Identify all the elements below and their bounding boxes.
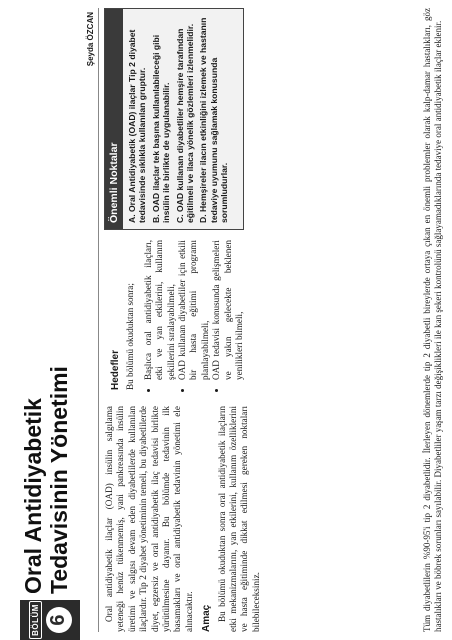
left-column [104, 406, 268, 632]
key-point: C. OAD kullanan diyabetliler hemşire tarafından eğitilmeli ve ilaca yönelik gözlemleri izlenmelidir. [174, 23, 196, 223]
chapter-title-line-1: Oral Antidiyabetik [20, 398, 46, 594]
key-points-heading: Önemli Noktalar [105, 9, 123, 229]
key-points-box [104, 8, 244, 230]
hedefler-intro: Bu bölümü okuduktan sonra; [125, 283, 136, 390]
amac-paragraph: Bu bölümü okuduktan sonra oral antidiyabetik ilaçların etki mekanizmalarını, yan etkilerini, kullanım özelliklerini ve hasta eğitiminde dikkat edilmesi gereken noktaları bilebileceksiniz. [216, 406, 261, 632]
chapter-label: BÖLÜM [29, 601, 42, 639]
chapter-number: 6 [46, 607, 72, 633]
right-column [104, 240, 249, 390]
author-name: Şeyda ÖZCAN [86, 12, 95, 67]
chapter-title-line-2: Tedavisinin Yönetimi [46, 366, 72, 594]
key-point: A. Oral Antidiyabetik (OAD) ilaçlar Tip 2 diyabet tedavisinde sıklıkla kullanılan gruptur. [127, 29, 148, 223]
footer-paragraph: Tüm diyabetlilerin %90-95'i tip 2 diyabetlidir. İlerleyen dönemlerde tip 2 diyabetli bireylerde ortaya çıkan en önemli problemler olarak kalp-damar hastalıkları, göz hastalıkları ve böbrek sorunları sayılabilir. Diyabetliler yaşam tarzı değişiklikleri ile kan şekeri kontrolünü sağlayamadıklarında tedaviye oral antidiyabetik ilaçlar eklenir. [422, 8, 443, 632]
hedefler-item: • OAD kullanan diyabetliler için etkili bir hasta eğitimi programı planlayabilmeli, [177, 240, 211, 380]
key-points-body [123, 9, 237, 229]
amac-heading: Amaç [201, 604, 213, 632]
key-point: D. Hemşireler ilacın etkinliğini izlemek ve hastanın tedaviye uyumunu sağlamak konusunda sorumludurlar. [198, 17, 230, 223]
hedefler-item: • Başlıca oral antidiyabetik ilaçları, etki ve yan etkilerini, kullanım şekillerini sıralayabilmeli, [143, 240, 177, 380]
hedefler-list [143, 240, 246, 390]
intro-paragraph: Oral antidiyabetik ilaçlar (OAD) insülin salgılama yeteneği henüz tükenmemiş, yani pankreasında insülin üretimi ve salgısı devam eden diyabetlilerde kullanılan ilaçlardır. Tip 2 diyabet yönetiminin temeli, bu diyabetlilerde diyet, egzersiz ve oral antidiyabetik ilaç tedavisi birlikte yürütülmesine dayanır. Bu bölümde tedavinin ilk basamakları ve oral antidiyabetik tedavinin yönetimi ele alınacaktır. [104, 406, 194, 632]
header-rule [98, 8, 99, 632]
chapter-title [20, 94, 72, 594]
hedefler-heading: Hedefler [110, 349, 121, 390]
chapter-tab [20, 600, 80, 640]
hedefler-item: • OAD tedavisi konusunda gelişmeleri ve yakın gelecekte beklenen yenilikleri bilmeli, [211, 240, 245, 380]
key-point: B. OAD ilaçlar tek başına kullanılabileceği gibi insülin ile birlikte de uygulanabilir. [150, 34, 172, 223]
